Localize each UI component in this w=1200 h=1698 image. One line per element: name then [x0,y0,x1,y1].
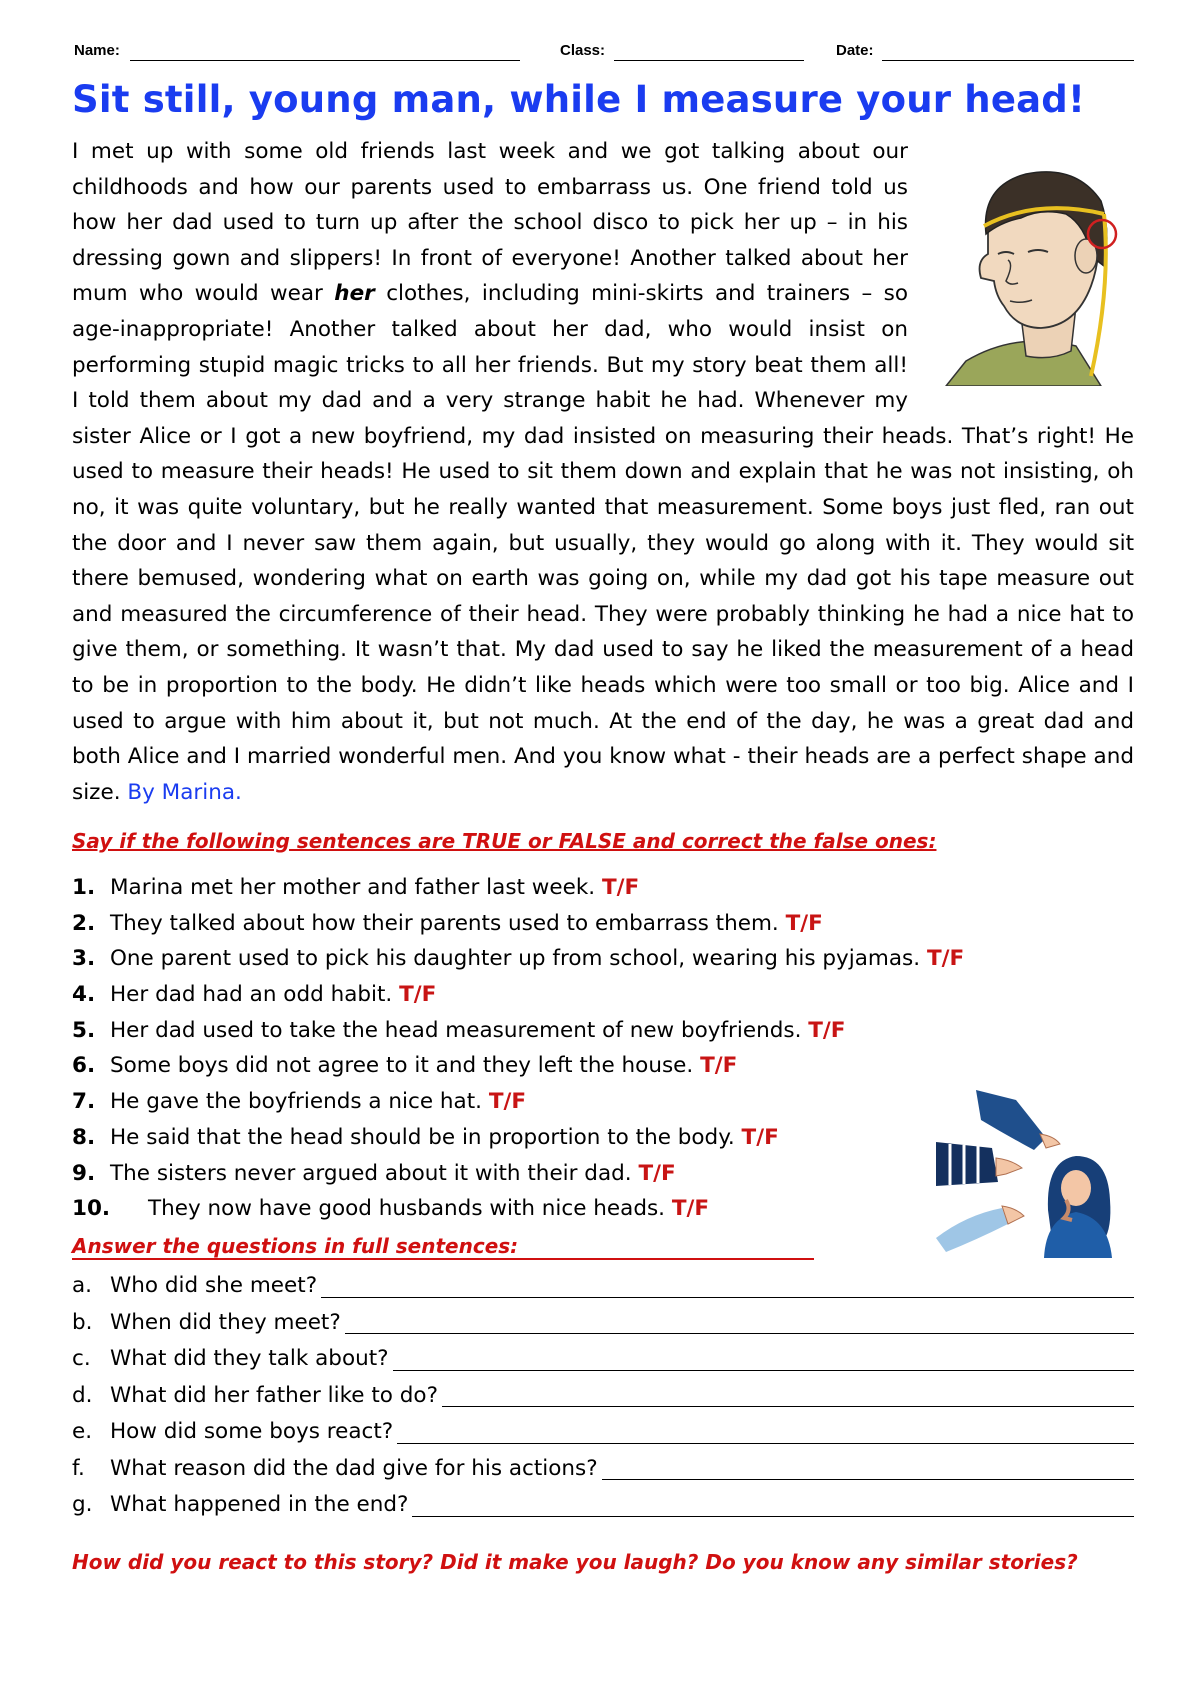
tf-statement: He gave the boyfriends a nice hat. [110,1089,482,1115]
tf-item [72,906,952,942]
question-item [72,1268,1134,1305]
tf-mark[interactable]: T/F [926,946,965,972]
tf-statement: He said that the head should be in proportion to the body. [110,1124,735,1150]
tf-statement: Some boys did not agree to it and they left the house. [110,1053,694,1079]
tf-statement: One parent used to pick his daughter up from school, wearing his pyjamas. [110,946,921,972]
question-letter: e. [72,1419,93,1444]
question-letter: f. [72,1455,85,1481]
tf-statement: Her dad used to take the head measurement of new boyfriends. [110,1017,802,1043]
questions-instruction: Answer the questions in full sentences: [72,1234,519,1258]
story-text [72,134,1134,810]
question-item [72,1341,1134,1378]
class-field[interactable] [614,60,804,61]
tf-item [72,1120,952,1156]
question-letter: b. [72,1309,93,1335]
answer-line[interactable] [412,1494,1134,1517]
true-false-instruction: Say if the following sentences are TRUE or FALSE and correct the false ones: [72,829,937,853]
tf-mark[interactable]: T/F [785,910,823,936]
tf-item [72,1191,952,1227]
tf-mark[interactable]: T/F [638,1160,676,1186]
tf-item [72,1084,952,1120]
question-letter: c. [72,1346,91,1371]
tf-mark[interactable]: T/F [671,1196,710,1222]
question-item [72,1414,1134,1451]
tf-number: 7. [72,1089,96,1115]
questions-list [72,1268,1134,1524]
questions-underline [72,1258,814,1260]
tf-item [72,870,952,906]
tf-number: 6. [72,1053,96,1079]
answer-line[interactable] [602,1457,1134,1480]
tf-item [72,1013,952,1049]
question-text: What did they talk about? [110,1346,389,1371]
tf-item [72,941,965,977]
story-part-2: clothes, including mini-skirts and trainers – so age-inappropriate! Another talked about her dad, who would insist on performing stupid magic tricks to all her friends. But my story beat them all! I told them about my dad and a very strange habit he had. Whenever my sister Alice or I got a new boyfriend, my dad insisted on measuring their heads. That’s right! He used to measure their heads! He used to sit them down and explain that he was not insisting, oh no, it was quite voluntary, but he really wanted that measurement. Some boys just fled, ran out the door and I never saw them again, but usually, they would go along with it. They would sit there bemused, wondering what on earth was going on, while my dad got his tape measure out and measured the circumference of their head. They were probably thinking he had a nice hat to give them, or something. It wasn’t that. My dad used to say he liked the measurement of a head to be in proportion to the body. He didn’t like heads which were too small or too big. Alice and I used to argue with him about it, but not much. At the end of the day, he was a great dad and both Alice and I married wonderful men. And you know what - their heads are a perfect shape and size. [72,281,1134,805]
question-item [72,1305,1134,1342]
answer-line[interactable] [397,1421,1134,1444]
tf-number: 5. [72,1017,96,1043]
answer-line[interactable] [393,1348,1134,1371]
answer-line[interactable] [345,1311,1134,1334]
tf-mark[interactable]: T/F [399,982,437,1008]
question-item [72,1378,1134,1415]
tf-item [72,977,952,1013]
tf-number: 3. [72,946,96,972]
date-label: Date: [836,42,874,59]
question-item [72,1451,1134,1488]
pointing-hands-image [936,1090,1120,1258]
question-letter: g. [72,1492,93,1517]
tf-mark[interactable]: T/F [488,1089,527,1115]
tf-statement: They talked about how their parents used to embarrass them. [110,910,779,936]
question-text: What happened in the end? [110,1492,409,1517]
tf-number: 4. [72,982,96,1008]
question-text: How did some boys react? [110,1419,394,1444]
question-letter: d. [72,1382,93,1408]
story-part-1: I met up with some old friends last week and we got talking about our childhoods and how our parents used to embarrass us. One friend told us how her dad used to turn up after the school disco to pick her up – in his dressing gown and slippers! In front of everyone! Another talked about her mum who would wear [72,139,908,307]
tf-number: 2. [72,910,96,936]
tf-number: 8. [72,1124,96,1150]
measured-head-image [926,156,1134,386]
question-text: What did her father like to do? [110,1382,438,1408]
story-byline: By Marina. [127,779,242,805]
true-false-list [72,870,965,1227]
question-letter: a. [72,1273,93,1298]
question-item [72,1487,1134,1524]
tf-mark[interactable]: T/F [741,1124,779,1150]
tf-statement: Her dad had an odd habit. [110,982,393,1008]
tf-statement: Marina met her mother and father last week. [110,875,596,900]
tf-mark[interactable]: T/F [601,875,640,900]
class-label: Class: [560,42,606,59]
tf-statement: They now have good husbands with nice heads. [148,1196,665,1222]
name-label: Name: [74,42,120,59]
story-emphasis: her [334,281,375,307]
name-field[interactable] [130,60,520,61]
tf-mark[interactable]: T/F [700,1053,738,1079]
question-text: When did they meet? [110,1309,341,1335]
question-text: Who did she meet? [110,1273,318,1298]
closing-prompt: How did you react to this story? Did it make you laugh? Do you know any similar stories? [72,1550,1078,1574]
answer-line[interactable] [442,1384,1134,1407]
question-text: What reason did the dad give for his actions? [110,1455,598,1481]
tf-statement: The sisters never argued about it with their dad. [110,1160,632,1186]
header-fields [74,38,1134,68]
answer-line[interactable] [321,1275,1134,1298]
worksheet-title: Sit still, young man, while I measure your head! [72,78,1086,121]
tf-item [72,1156,952,1192]
tf-number: 10. [72,1196,111,1222]
date-field[interactable] [882,60,1134,61]
tf-number: 9. [72,1160,96,1186]
tf-mark[interactable]: T/F [808,1017,846,1043]
tf-number: 1. [72,875,96,900]
tf-item [72,1048,952,1084]
